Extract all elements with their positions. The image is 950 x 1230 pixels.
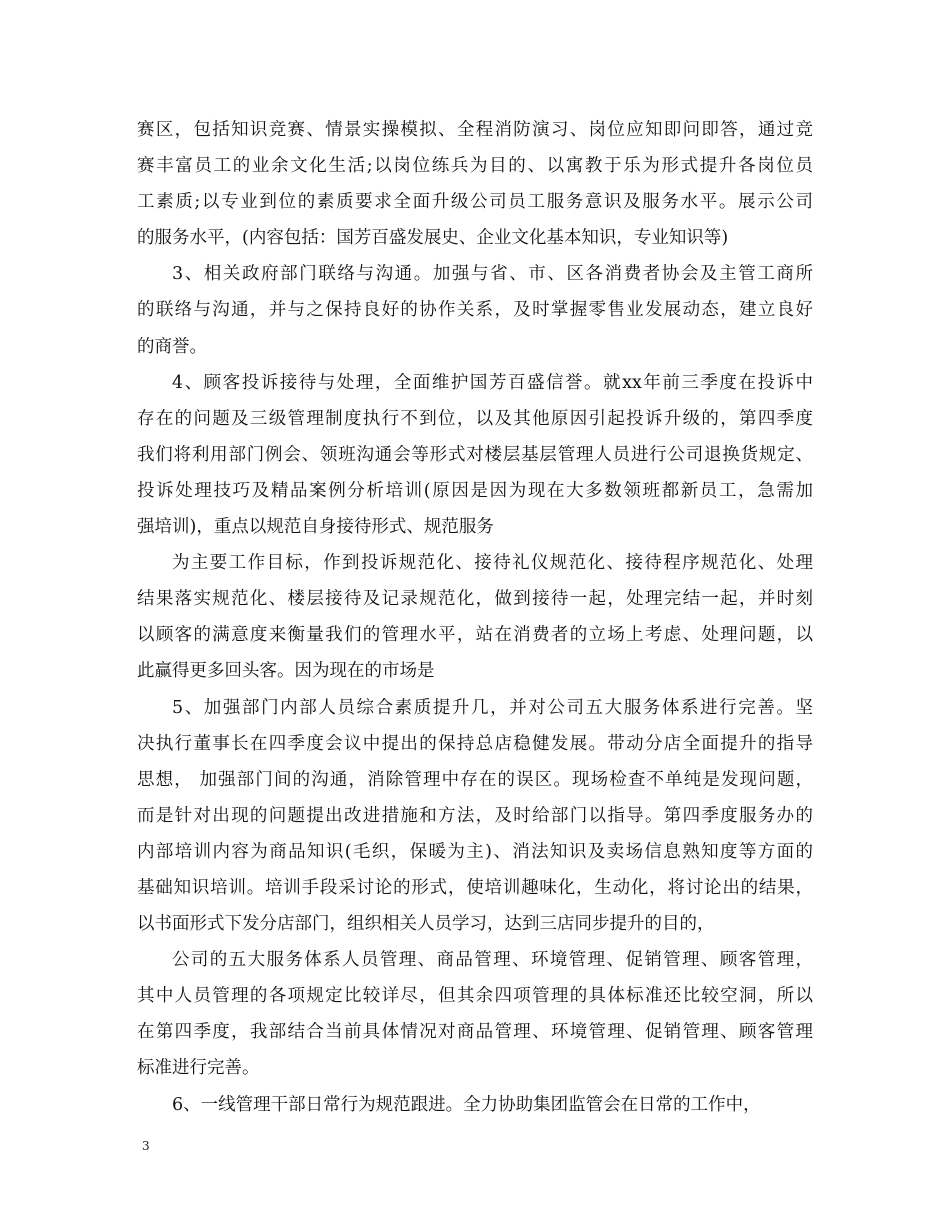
text-line: 我们将利用部门例会、领班沟通会等形式对楼层基层管理人员进行公司退换货规定、 (137, 444, 813, 465)
paragraph-4-first-line: 4、顾客投诉接待与处理，全面维护国芳百盛信誉。就xx年前三季度在投诉中 (172, 372, 813, 393)
text-line: 标准进行完善。 (137, 1058, 260, 1079)
text-line: 的服务水平，(内容包括：国芳百盛发展史、企业文化基本知识，专业知识等) (137, 228, 729, 249)
page-number: 3 (142, 1139, 150, 1153)
text-line: 的商誉。 (137, 336, 207, 357)
text-line: 以书面形式下发分店部门，组织相关人员学习，达到三店同步提升的目的， (137, 914, 715, 935)
text-line: 其中人员管理的各项规定比较详尽，但其余四项管理的具体标准还比较空洞，所以 (137, 986, 813, 1007)
text-line: 投诉处理技巧及精品案例分析培训(原因是因为现在大多数领班都新员工，急需加 (137, 480, 813, 501)
text-line: 此赢得更多回头客。因为现在的市场是 (137, 661, 435, 682)
paragraph-5-first-line: 5、加强部门内部人员综合素质提升几，并对公司五大服务体系进行完善。坚 (172, 697, 813, 718)
body-text (137, 112, 813, 1123)
text-line: 在第四季度，我部结合当前具体情况对商品管理、环境管理、促销管理、顾客管理 (137, 1022, 813, 1043)
text-line: 内部培训内容为商品知识(毛织，保暖为主)、消法知识及卖场信息熟知度等方面的 (137, 841, 813, 862)
text-line: 而是针对出现的问题提出改进措施和方法，及时给部门以指导。第四季度服务办的 (137, 805, 813, 826)
paragraph-first-line: 公司的五大服务体系人员管理、商品管理、环境管理、促销管理、顾客管理， (172, 950, 813, 971)
text-line: 以顾客的满意度来衡量我们的管理水平，站在消费者的立场上考虑、处理问题，以 (137, 625, 813, 646)
text-line: 强培训)，重点以规范自身接待形式、规范服务 (137, 517, 494, 538)
paragraph-first-line: 为主要工作目标，作到投诉规范化、接待礼仪规范化、接待程序规范化、处理 (172, 553, 813, 574)
text-line: 基础知识培训。培训手段采讨论的形式，使培训趣味化，生动化，将讨论出的结果， (137, 877, 813, 898)
text-line: 存在的问题及三级管理制度执行不到位，以及其他原因引起投诉升级的，第四季度 (137, 408, 813, 429)
text-line: 工素质;以专业到位的素质要求全面升级公司员工服务意识及服务水平。展示公司 (137, 192, 813, 213)
paragraph-3-first-line: 3、相关政府部门联络与沟通。加强与省、市、区各消费者协会及主管工商所 (172, 264, 813, 285)
text-line: 结果落实规范化、楼层接待及记录规范化，做到接待一起，处理完结一起，并时刻 (137, 589, 813, 610)
paragraph-6-first-line: 6、一线管理干部日常行为规范跟进。全力协助集团监管会在日常的工作中， (172, 1094, 761, 1115)
text-line: 思想， 加强部门间的沟通，消除管理中存在的误区。现场检查不单纯是发现问题， (137, 769, 813, 790)
text-line: 赛丰富员工的业余文化生活;以岗位练兵为目的、以寓教于乐为形式提升各岗位员 (137, 156, 813, 177)
text-line: 决执行董事长在四季度会议中提出的保持总店稳健发展。带动分店全面提升的指导 (137, 733, 813, 754)
text-line: 赛区，包括知识竞赛、情景实操模拟、全程消防演习、岗位应知即问即答，通过竞 (137, 120, 813, 140)
text-line: 的联络与沟通，并与之保持良好的协作关系，及时掌握零售业发展动态，建立良好 (137, 300, 813, 321)
